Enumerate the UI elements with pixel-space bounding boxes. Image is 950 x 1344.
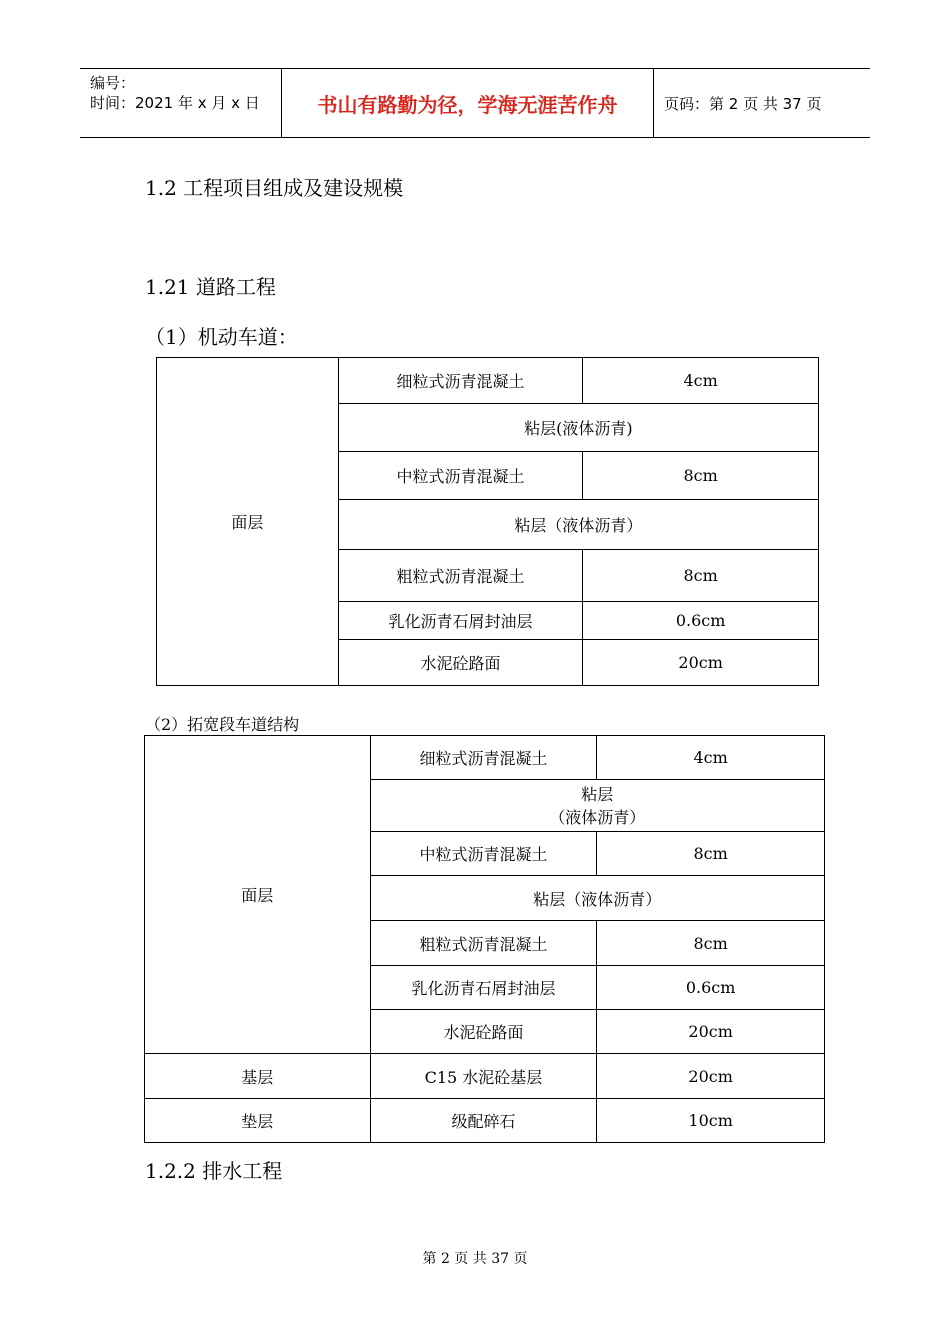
motor-lane-structure-table	[156, 357, 819, 686]
layer-thickness: 20cm	[597, 1010, 825, 1054]
layer-name: 粗粒式沥青混凝土	[370, 921, 597, 966]
layer-thickness: 0.6cm	[583, 602, 819, 640]
layer-merged-line-1: 粘层	[581, 784, 614, 804]
layer-name: 水泥砼路面	[338, 640, 583, 686]
date-label: 时间：2021 年 x 月 x 日	[90, 94, 260, 112]
layer-thickness: 8cm	[583, 452, 819, 500]
layer-thickness: 8cm	[583, 550, 819, 602]
subsection-heading-widened-lane: （2）拓宽段车道结构	[145, 715, 300, 734]
layer-name: 水泥砼路面	[370, 1010, 597, 1054]
group-label: 面层	[145, 736, 371, 1054]
page-footer: 第 2 页 共 37 页	[422, 1251, 528, 1267]
table-row	[145, 736, 825, 780]
layer-merged: 粘层（液体沥青）	[338, 500, 818, 550]
number-label: 编号：	[90, 74, 136, 92]
group-label: 基层	[145, 1054, 371, 1099]
table-row	[145, 1054, 825, 1099]
layer-thickness: 8cm	[597, 921, 825, 966]
layer-name: 细粒式沥青混凝土	[370, 736, 597, 780]
layer-thickness: 8cm	[597, 832, 825, 876]
layer-thickness: 4cm	[583, 358, 819, 404]
layer-thickness: 0.6cm	[597, 966, 825, 1010]
group-label: 垫层	[145, 1099, 371, 1143]
layer-name: 中粒式沥青混凝土	[370, 832, 597, 876]
group-label: 面层	[157, 358, 339, 686]
layer-merged	[370, 780, 824, 832]
layer-name: 级配碎石	[370, 1099, 597, 1143]
layer-thickness: 4cm	[597, 736, 825, 780]
page-header	[80, 68, 870, 138]
layer-name: 乳化沥青石屑封油层	[338, 602, 583, 640]
layer-name: 粗粒式沥青混凝土	[338, 550, 583, 602]
section-heading-1-21: 1.21 道路工程	[145, 275, 276, 299]
layer-merged: 粘层（液体沥青）	[370, 876, 824, 921]
layer-thickness: 20cm	[583, 640, 819, 686]
table-row	[145, 1099, 825, 1143]
layer-thickness: 20cm	[597, 1054, 825, 1099]
layer-name: 乳化沥青石屑封油层	[370, 966, 597, 1010]
table-row	[157, 358, 819, 404]
layer-name: C15 水泥砼基层	[370, 1054, 597, 1099]
layer-merged: 粘层(液体沥青)	[338, 404, 818, 452]
widened-lane-structure-table	[144, 735, 825, 1143]
header-page-info: 页码：第 2 页 共 37 页	[664, 94, 822, 113]
header-motto: 书山有路勤为径，学海无涯苦作舟	[282, 69, 654, 137]
section-heading-1-2: 1.2 工程项目组成及建设规模	[145, 176, 404, 200]
layer-thickness: 10cm	[597, 1099, 825, 1143]
layer-merged-line-2: （液体沥青）	[549, 807, 646, 827]
layer-name: 细粒式沥青混凝土	[338, 358, 583, 404]
layer-name: 中粒式沥青混凝土	[338, 452, 583, 500]
section-heading-1-2-2: 1.2.2 排水工程	[145, 1159, 283, 1183]
subsection-heading-motor-lane: （1）机动车道：	[145, 325, 298, 349]
header-meta	[80, 69, 282, 137]
